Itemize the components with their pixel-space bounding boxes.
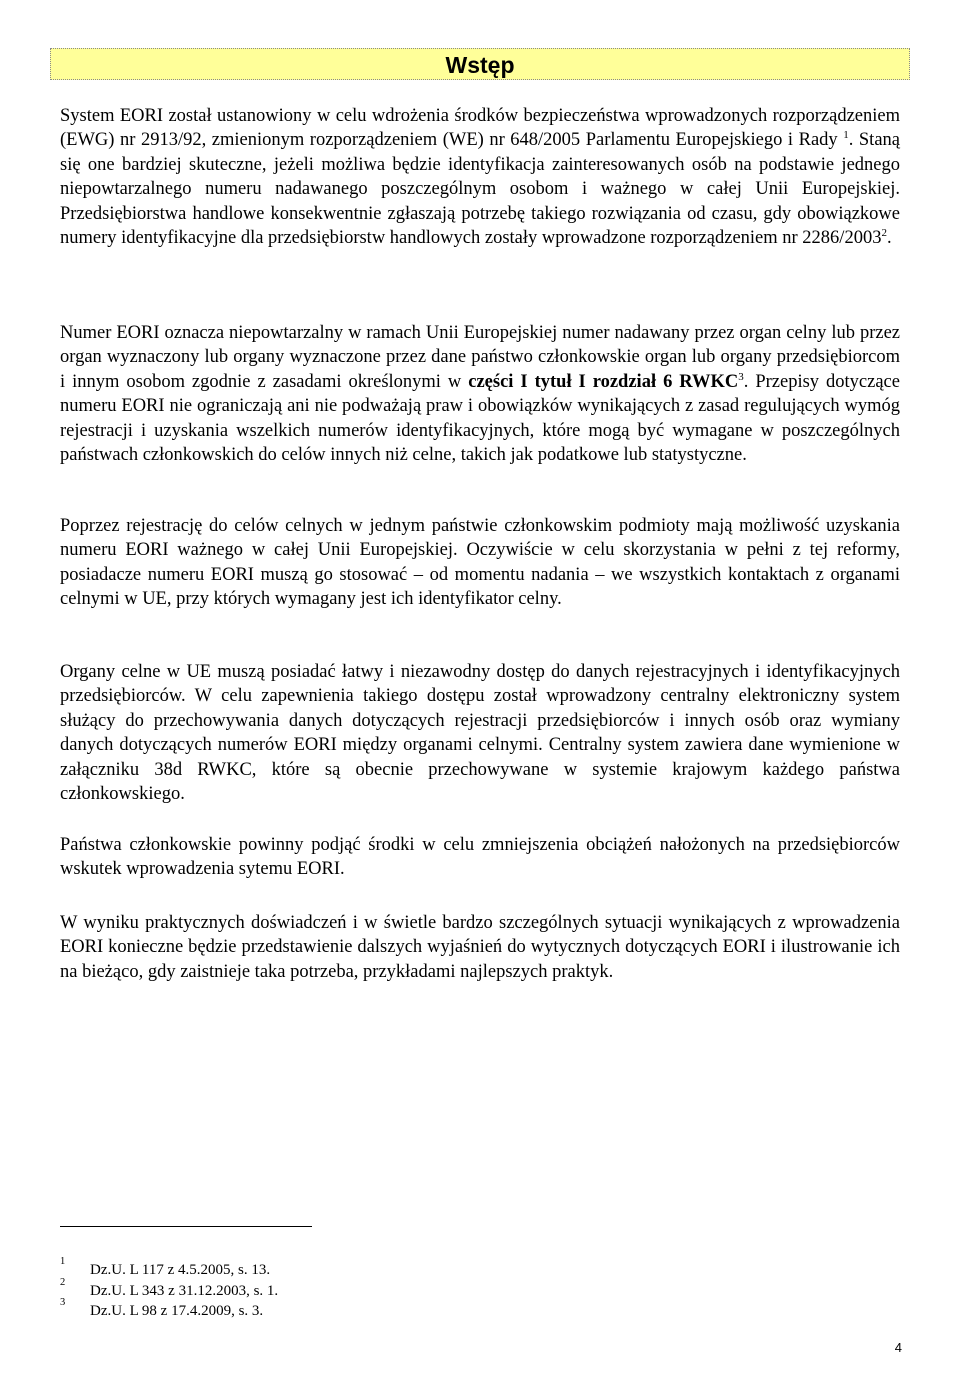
paragraph-2-text-a: Numer EORI oznacza niepowtarzalny w ramach Unii Europejskiej numer nadawany przez organ celny lub przez organ wyznaczony lub organy wyznaczone przez dane państwo członkowskie organ lub organy przedsiębiorcom i innym osobom zgodnie z zasadami określonymi w: [60, 323, 900, 392]
page-number: 4: [894, 1340, 902, 1355]
footnote-number: 3: [60, 1297, 66, 1308]
footnote-number: 1: [60, 1256, 66, 1267]
footnote-number: 2: [60, 1277, 66, 1288]
paragraph-1-text-a: System EORI został ustanowiony w celu wdrożenia środków bezpieczeństwa wprowadzonych rozporządzeniem (EWG) nr 2913/92, zmienionym rozporządzeniem (WE) nr 648/2005 Parlamentu Europejskiego i Rady: [60, 106, 900, 151]
heading-box: [50, 48, 910, 80]
footnote-ref-2: 2: [881, 226, 887, 239]
footnote-ref-3: 3: [738, 370, 744, 383]
paragraph-2-bold-reference: części I tytuł I rozdział 6 RWKC: [468, 371, 739, 392]
footnote-text: Dz.U. L 343 z 31.12.2003, s. 1.: [90, 1283, 279, 1299]
paragraph-1-text-c: .: [886, 228, 892, 249]
paragraph-6: W wyniku praktycznych doświadczeń i w świetle bardzo szczególnych sytuacji wynikających z wprowadzenia EORI konieczne będzie przedstawienie dalszych wyjaśnień do wytycznych dotyczących EORI i ilustrowanie ich na bieżąco, gdy zaistnieje taka potrzeba, przykładami najlepszych praktyk.: [60, 913, 900, 982]
paragraph-4: Organy celne w UE muszą posiadać łatwy i niezawodny dostęp do danych rejestracyjnych i identyfikacyjnych przedsiębiorców. W celu zapewnienia takiego dostępu został wprowadzony centralny elektroniczny system służący do przechowywania danych dotyczących rejestracji przedsiębiorców i innych osób oraz wymiany danych dotyczących numerów EORI między organami celnymi. Centralny system zawiera dane wymienione w załączniku 38d RWKC, które są obecnie przechowywane w systemie krajowym każdego państwa członkowskiego.: [60, 662, 900, 805]
paragraph-5: Państwa członkowskie powinny podjąć środki w celu zmniejszenia obciążeń nałożonych na przedsiębiorców wskutek wprowadzenia sytemu EORI.: [60, 835, 900, 880]
footnote-text: Dz.U. L 117 z 4.5.2005, s. 13.: [90, 1262, 271, 1278]
footnote-text: Dz.U. L 98 z 17.4.2009, s. 3.: [90, 1303, 264, 1319]
paragraph-2: [60, 321, 900, 467]
paragraph-1-text-b: . Staną się one bardziej skuteczne, jeżeli możliwa będzie identyfikacja zainteresowanych osób na podstawie jednego niepowtarzalnego numeru nadawanego poszczególnym osobom i ważnego w całej Unii Europejskiej. Przedsiębiorstwa handlowe konsekwentnie zgłaszają potrzebę takiego rozwiązania od czasu, gdy obowiązkowe numery identyfikacyjne dla przedsiębiorstw handlowych zostały wprowadzone rozporządzeniem nr 2286/2003: [60, 130, 900, 249]
page-title: Wstęp: [445, 52, 515, 78]
footnote-separator: [60, 1226, 312, 1227]
paragraph-1: [60, 104, 900, 250]
paragraph-3: Poprzez rejestrację do celów celnych w jednym państwie członkowskim podmioty mają możliwość uzyskania numeru EORI ważnego w całej Unii Europejskiej. Oczywiście w celu skorzystania w pełni z tej reformy, posiadacze numeru EORI muszą go stosować – od momentu nadania – we wszystkich kontaktach z organami celnymi w UE, przy których wymagany jest ich identyfikator celny.: [60, 516, 900, 610]
footnote-ref-1: 1: [843, 129, 849, 142]
paragraph-2-text-b: . Przepisy dotyczące numeru EORI nie ograniczają ani nie podważają praw i obowiązków wynikających z zasad regulujących wymóg rejestracji i uzyskania wszelkich numerów identyfikacyjnych, które mogą być wymagane w poszczególnych państwach członkowskich do celów innych niż celne, takich jak podatkowe lub statystyczne.: [60, 371, 900, 466]
